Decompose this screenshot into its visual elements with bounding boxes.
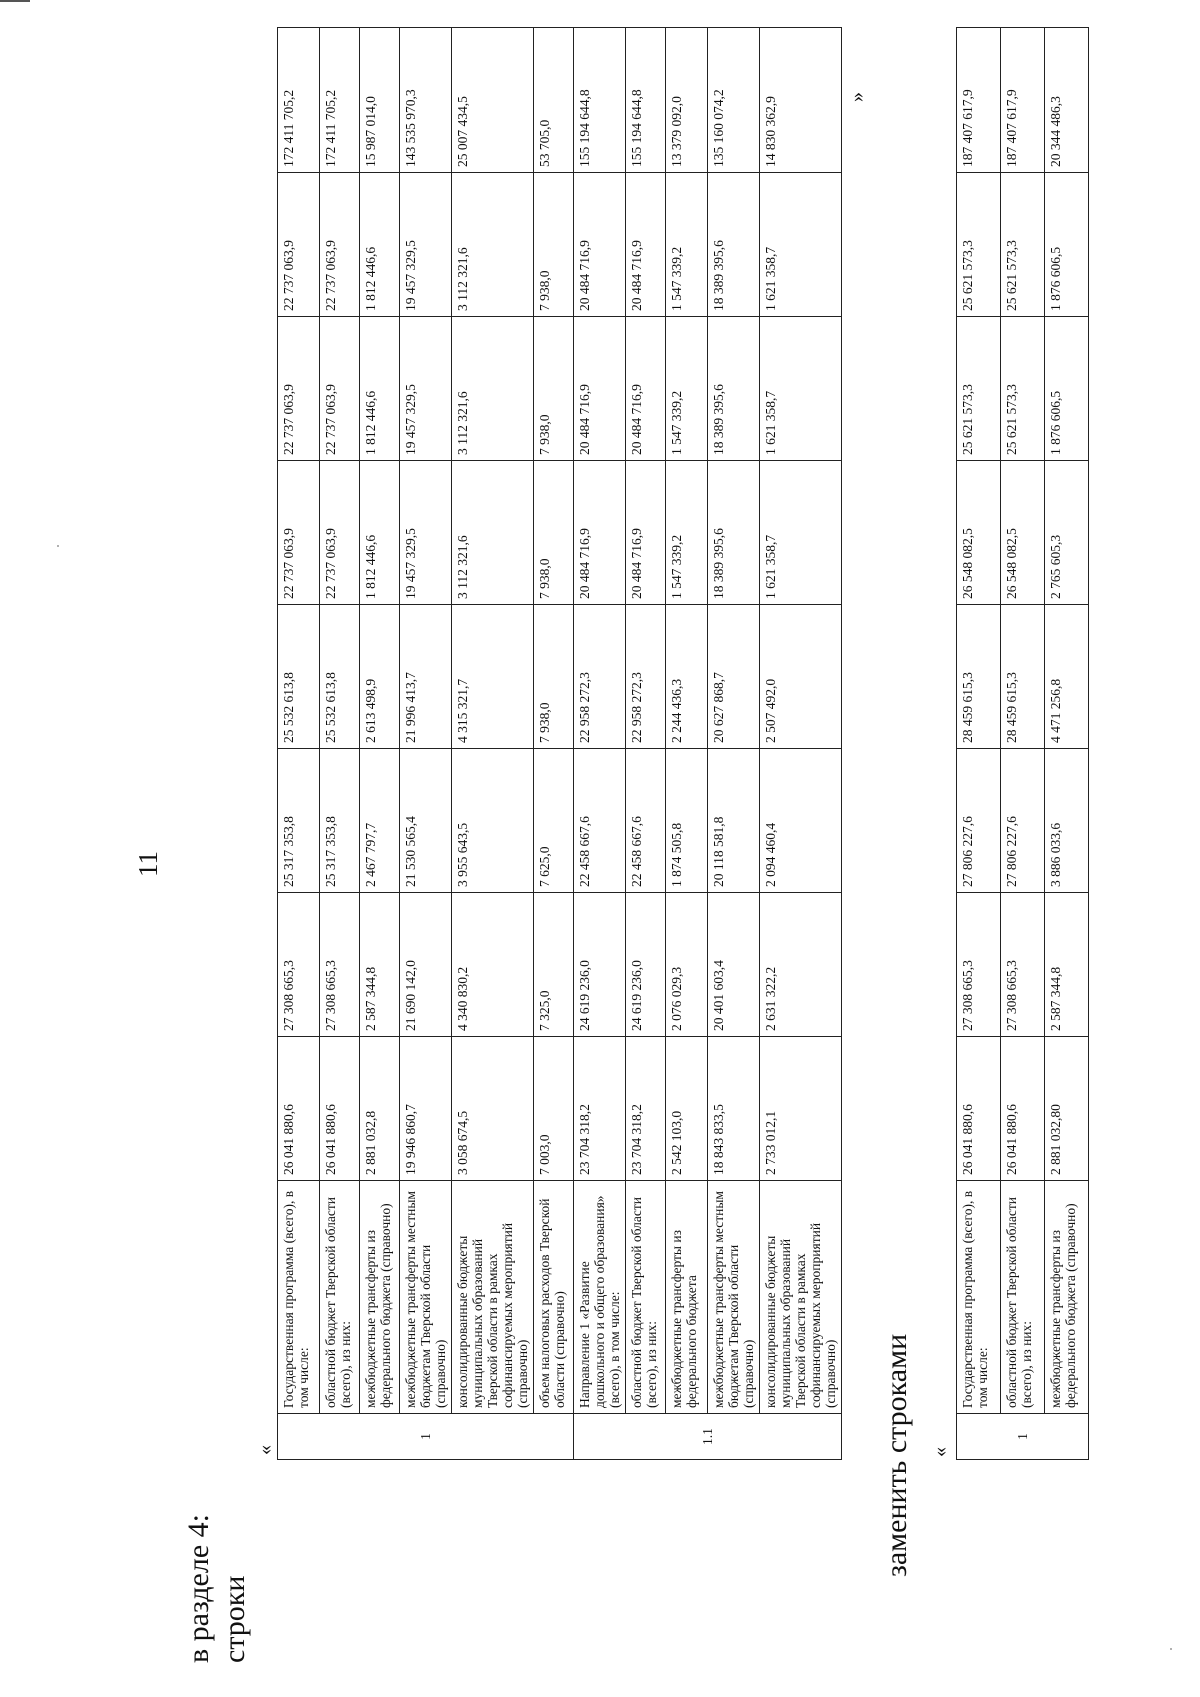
- value-cell: 25 007 434,5: [452, 28, 534, 173]
- value-cell: 2 631 322,2: [760, 893, 842, 1037]
- row-label-cell: межбюджетные трансферты из федерального бюджета: [666, 1181, 708, 1414]
- value-cell: 135 160 074,2: [708, 28, 760, 173]
- value-cell: 19 457 329,5: [400, 173, 452, 317]
- value-cell: 27 308 665,3: [278, 893, 320, 1037]
- value-cell: 20 484 716,9: [626, 173, 666, 317]
- table-row: [1001, 28, 1045, 1460]
- rows-heading: строки: [218, 1575, 251, 1663]
- value-cell: 7 938,0: [534, 461, 574, 605]
- table-row: [534, 28, 574, 1460]
- row-label-cell: областной бюджет Тверской области (всего), из них:: [320, 1181, 360, 1414]
- value-cell: 22 958 272,3: [574, 605, 626, 749]
- value-cell: 27 806 227,6: [1001, 749, 1045, 893]
- value-cell: 7 003,0: [534, 1037, 574, 1181]
- value-cell: 28 459 615,3: [1001, 605, 1045, 749]
- row-label-cell: областной бюджет Тверской области (всего), из них:: [1001, 1181, 1045, 1414]
- table-row: [320, 28, 360, 1460]
- value-cell: 1 812 446,6: [360, 461, 400, 605]
- page-number: 11: [133, 851, 163, 877]
- value-cell: 25 621 573,3: [1001, 317, 1045, 461]
- value-cell: 27 308 665,3: [957, 893, 1001, 1037]
- row-number-cell: 1: [957, 1414, 1089, 1460]
- value-cell: 18 389 395,6: [708, 173, 760, 317]
- row-label-cell: Государственная программа (всего), в том числе:: [957, 1181, 1001, 1414]
- value-cell: 155 194 644,8: [626, 28, 666, 173]
- value-cell: 13 379 092,0: [666, 28, 708, 173]
- value-cell: 1 876 606,5: [1045, 317, 1089, 461]
- value-cell: 15 987 014,0: [360, 28, 400, 173]
- value-cell: 22 737 063,9: [278, 461, 320, 605]
- value-cell: 2 613 498,9: [360, 605, 400, 749]
- value-cell: 26 041 880,6: [957, 1037, 1001, 1181]
- value-cell: 1 547 339,2: [666, 173, 708, 317]
- value-cell: 18 843 833,5: [708, 1037, 760, 1181]
- table-row: [360, 28, 400, 1460]
- value-cell: 28 459 615,3: [957, 605, 1001, 749]
- open-quote-mark: «: [254, 1445, 276, 1455]
- value-cell: 2 542 103,0: [666, 1037, 708, 1181]
- value-cell: 4 340 830,2: [452, 893, 534, 1037]
- row-number-cell: 1.1: [574, 1414, 842, 1460]
- value-cell: 2 733 012,1: [760, 1037, 842, 1181]
- value-cell: 20 484 716,9: [574, 173, 626, 317]
- row-label-cell: консолидированные бюджеты муниципальных образований Тверской области в рамках софинансируемых мероприятий (справочно): [760, 1181, 842, 1414]
- value-cell: 2 881 032,8: [360, 1037, 400, 1181]
- row-label-cell: консолидированные бюджеты муниципальных образований Тверской области в рамках софинансируемых мероприятий (справочно): [452, 1181, 534, 1414]
- value-cell: 25 317 353,8: [320, 749, 360, 893]
- value-cell: 187 407 617,9: [957, 28, 1001, 173]
- value-cell: 18 389 395,6: [708, 317, 760, 461]
- replace-heading: заменить строками: [880, 1333, 913, 1577]
- value-cell: 2 076 029,3: [666, 893, 708, 1037]
- value-cell: 1 874 505,8: [666, 749, 708, 893]
- value-cell: 20 118 581,8: [708, 749, 760, 893]
- value-cell: 7 325,0: [534, 893, 574, 1037]
- table-row: [708, 28, 760, 1460]
- value-cell: 1 812 446,6: [360, 173, 400, 317]
- row-label-cell: Направление 1 «Развитие дошкольного и общего образования» (всего), в том числе:: [574, 1181, 626, 1414]
- value-cell: 143 535 970,3: [400, 28, 452, 173]
- new-rows-table: [956, 27, 1089, 1460]
- value-cell: 18 389 395,6: [708, 461, 760, 605]
- value-cell: 1 547 339,2: [666, 317, 708, 461]
- value-cell: 3 112 321,6: [452, 461, 534, 605]
- value-cell: 20 401 603,4: [708, 893, 760, 1037]
- value-cell: 19 457 329,5: [400, 461, 452, 605]
- value-cell: 22 737 063,9: [278, 317, 320, 461]
- value-cell: 4 315 321,7: [452, 605, 534, 749]
- row-label-cell: межбюджетные трансферты местным бюджетам Тверской области (справочно): [400, 1181, 452, 1414]
- value-cell: 3 955 643,5: [452, 749, 534, 893]
- value-cell: 22 737 063,9: [320, 317, 360, 461]
- value-cell: 27 308 665,3: [1001, 893, 1045, 1037]
- table-row: [957, 28, 1001, 1460]
- row-label-cell: межбюджетные трансферты местным бюджетам Тверской области (справочно): [708, 1181, 760, 1414]
- value-cell: 2 507 492,0: [760, 605, 842, 749]
- row-label-cell: областной бюджет Тверской области (всего), из них:: [626, 1181, 666, 1414]
- value-cell: 7 938,0: [534, 317, 574, 461]
- value-cell: 7 625,0: [534, 749, 574, 893]
- value-cell: 27 806 227,6: [957, 749, 1001, 893]
- value-cell: 20 484 716,9: [574, 461, 626, 605]
- value-cell: 3 112 321,6: [452, 173, 534, 317]
- value-cell: 2 587 344,8: [1045, 893, 1089, 1037]
- value-cell: 2 467 797,7: [360, 749, 400, 893]
- value-cell: 20 344 486,3: [1045, 28, 1089, 173]
- value-cell: 1 547 339,2: [666, 461, 708, 605]
- row-label-cell: объем налоговых расходов Тверской области (справочно): [534, 1181, 574, 1414]
- value-cell: 26 041 880,6: [320, 1037, 360, 1181]
- value-cell: 22 458 667,6: [626, 749, 666, 893]
- value-cell: 26 548 082,5: [957, 461, 1001, 605]
- value-cell: 25 621 573,3: [957, 317, 1001, 461]
- value-cell: 19 946 860,7: [400, 1037, 452, 1181]
- value-cell: 20 484 716,9: [574, 317, 626, 461]
- row-number-cell: 1: [278, 1414, 574, 1460]
- value-cell: 2 587 344,8: [360, 893, 400, 1037]
- row-label-cell: межбюджетные трансферты из федерального бюджета (справочно): [1045, 1181, 1089, 1414]
- value-cell: 3 112 321,6: [452, 317, 534, 461]
- value-cell: 2 244 436,3: [666, 605, 708, 749]
- section-heading: в разделе 4:: [182, 1514, 215, 1663]
- value-cell: 21 530 565,4: [400, 749, 452, 893]
- value-cell: 27 308 665,3: [320, 893, 360, 1037]
- value-cell: 2 881 032,80: [1045, 1037, 1089, 1181]
- value-cell: 187 407 617,9: [1001, 28, 1045, 173]
- value-cell: 25 532 613,8: [278, 605, 320, 749]
- value-cell: 3 058 674,5: [452, 1037, 534, 1181]
- table-row: [574, 28, 626, 1460]
- value-cell: 172 411 705,2: [278, 28, 320, 173]
- value-cell: 25 317 353,8: [278, 749, 320, 893]
- value-cell: 22 458 667,6: [574, 749, 626, 893]
- value-cell: 14 830 362,9: [760, 28, 842, 173]
- table-row: [760, 28, 842, 1460]
- table-row: [452, 28, 534, 1460]
- value-cell: 1 621 358,7: [760, 173, 842, 317]
- close-quote-mark: »: [846, 92, 868, 102]
- value-cell: 7 938,0: [534, 173, 574, 317]
- row-label-cell: Государственная программа (всего), в том числе:: [278, 1181, 320, 1414]
- value-cell: 24 619 236,0: [574, 893, 626, 1037]
- value-cell: 7 938,0: [534, 605, 574, 749]
- table-row: [666, 28, 708, 1460]
- old-rows-table: [277, 27, 842, 1460]
- value-cell: 21 996 413,7: [400, 605, 452, 749]
- value-cell: 22 737 063,9: [320, 461, 360, 605]
- value-cell: 3 886 033,6: [1045, 749, 1089, 893]
- value-cell: 25 532 613,8: [320, 605, 360, 749]
- value-cell: 23 704 318,2: [574, 1037, 626, 1181]
- row-label-cell: межбюджетные трансферты из федерального бюджета (справочно): [360, 1181, 400, 1414]
- table-row: [1045, 28, 1089, 1460]
- value-cell: 23 704 318,2: [626, 1037, 666, 1181]
- open-quote-mark-2: «: [929, 1447, 951, 1457]
- value-cell: 22 737 063,9: [320, 173, 360, 317]
- value-cell: 1 621 358,7: [760, 317, 842, 461]
- table-row: [626, 28, 666, 1460]
- value-cell: 26 041 880,6: [1001, 1037, 1045, 1181]
- table-row: [400, 28, 452, 1460]
- value-cell: 20 484 716,9: [626, 317, 666, 461]
- value-cell: 4 471 256,8: [1045, 605, 1089, 749]
- value-cell: 20 627 868,7: [708, 605, 760, 749]
- value-cell: 24 619 236,0: [626, 893, 666, 1037]
- value-cell: 20 484 716,9: [626, 461, 666, 605]
- value-cell: 1 876 606,5: [1045, 173, 1089, 317]
- value-cell: 155 194 644,8: [574, 28, 626, 173]
- value-cell: 1 812 446,6: [360, 317, 400, 461]
- table-row: [278, 28, 320, 1460]
- value-cell: 21 690 142,0: [400, 893, 452, 1037]
- value-cell: 26 041 880,6: [278, 1037, 320, 1181]
- value-cell: 26 548 082,5: [1001, 461, 1045, 605]
- value-cell: 19 457 329,5: [400, 317, 452, 461]
- value-cell: 22 958 272,3: [626, 605, 666, 749]
- value-cell: 172 411 705,2: [320, 28, 360, 173]
- value-cell: 1 621 358,7: [760, 461, 842, 605]
- value-cell: 25 621 573,3: [1001, 173, 1045, 317]
- value-cell: 22 737 063,9: [278, 173, 320, 317]
- value-cell: 2 094 460,4: [760, 749, 842, 893]
- value-cell: 2 765 605,3: [1045, 461, 1089, 605]
- value-cell: 25 621 573,3: [957, 173, 1001, 317]
- value-cell: 53 705,0: [534, 28, 574, 173]
